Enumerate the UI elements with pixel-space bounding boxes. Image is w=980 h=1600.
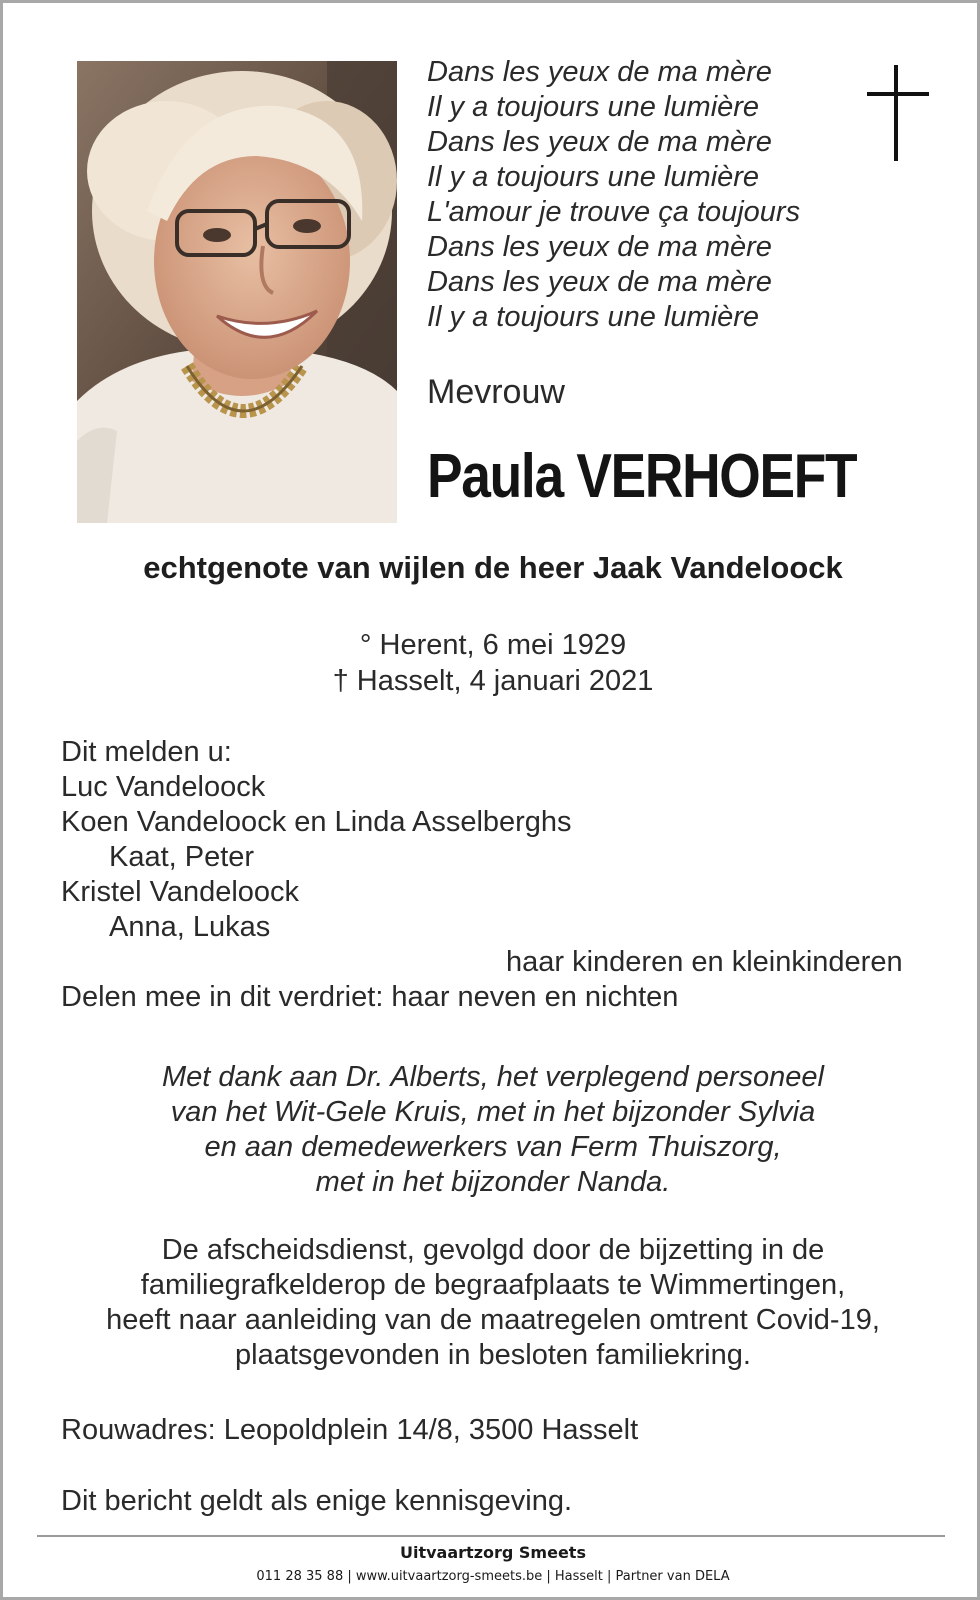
- poem-line: Dans les yeux de ma mère: [427, 231, 772, 263]
- birth-date: ° Herent, 6 mei 1929: [359, 629, 627, 661]
- funeral-contact: 011 28 35 88 | www.uitvaartzorg-smeets.be | Hasselt | Partner van DELA: [256, 1569, 730, 1584]
- service-line: plaatsgevonden in besloten familiekring.: [235, 1339, 751, 1371]
- mourning-address: Rouwadres: Leopoldplein 14/8, 3500 Hasselt: [61, 1414, 639, 1446]
- also-sharing: Delen mee in dit verdriet: haar neven en nichten: [61, 981, 679, 1013]
- deceased-name: Paula VERHOEFT: [427, 442, 857, 511]
- spouse-line: echtgenote van wijlen de heer Jaak Vandeloock: [143, 550, 843, 585]
- grandchildren: Anna, Lukas: [109, 911, 271, 943]
- service-line: heeft naar aanleiding van de maatregelen omtrent Covid-19,: [106, 1304, 880, 1336]
- poem-line: Il y a toujours une lumière: [427, 91, 760, 123]
- family-relation: haar kinderen en kleinkinderen: [506, 946, 903, 978]
- family-member: Koen Vandeloock en Linda Asselberghs: [61, 806, 572, 838]
- portrait-photo: [77, 61, 397, 523]
- notice-line: Dit bericht geldt als enige kennisgeving.: [61, 1485, 573, 1517]
- poem-line: Il y a toujours une lumière: [427, 161, 760, 193]
- life-dates: [3, 627, 980, 699]
- thanks-line: en aan demedewerkers van Ferm Thuiszorg,: [204, 1131, 782, 1163]
- service-info: [3, 1233, 980, 1373]
- funeral-company: Uitvaartzorg Smeets: [400, 1543, 586, 1562]
- announcement-intro: Dit melden u:: [61, 736, 232, 768]
- service-line: familiegrafkelderop de begraafplaats te Wimmertingen,: [140, 1269, 846, 1301]
- thanks-line: met in het bijzonder Nanda.: [315, 1166, 671, 1198]
- thanks-line: Met dank aan Dr. Alberts, het verplegend personeel: [161, 1061, 824, 1093]
- family-announcement: [61, 735, 931, 1015]
- grandchildren: Kaat, Peter: [109, 841, 255, 873]
- poem-line: L'amour je trouve ça toujours: [427, 196, 801, 228]
- poem-line: Dans les yeux de ma mère: [427, 56, 772, 88]
- poem-line: Dans les yeux de ma mère: [427, 126, 772, 158]
- poem-line: Dans les yeux de ma mère: [427, 266, 772, 298]
- thanks-message: [3, 1060, 980, 1200]
- family-member: Luc Vandeloock: [61, 771, 266, 803]
- cross-icon: [867, 65, 929, 161]
- salutation: Mevrouw: [427, 373, 565, 411]
- footer-divider: [37, 1535, 945, 1537]
- portrait-illustration: [77, 61, 397, 523]
- death-date: † Hasselt, 4 januari 2021: [332, 665, 654, 697]
- poem: [427, 55, 800, 335]
- service-line: De afscheidsdienst, gevolgd door de bijzetting in de: [161, 1234, 825, 1266]
- family-member: Kristel Vandeloock: [61, 876, 300, 908]
- thanks-line: van het Wit-Gele Kruis, met in het bijzonder Sylvia: [170, 1096, 816, 1128]
- poem-line: Il y a toujours une lumière: [427, 301, 760, 333]
